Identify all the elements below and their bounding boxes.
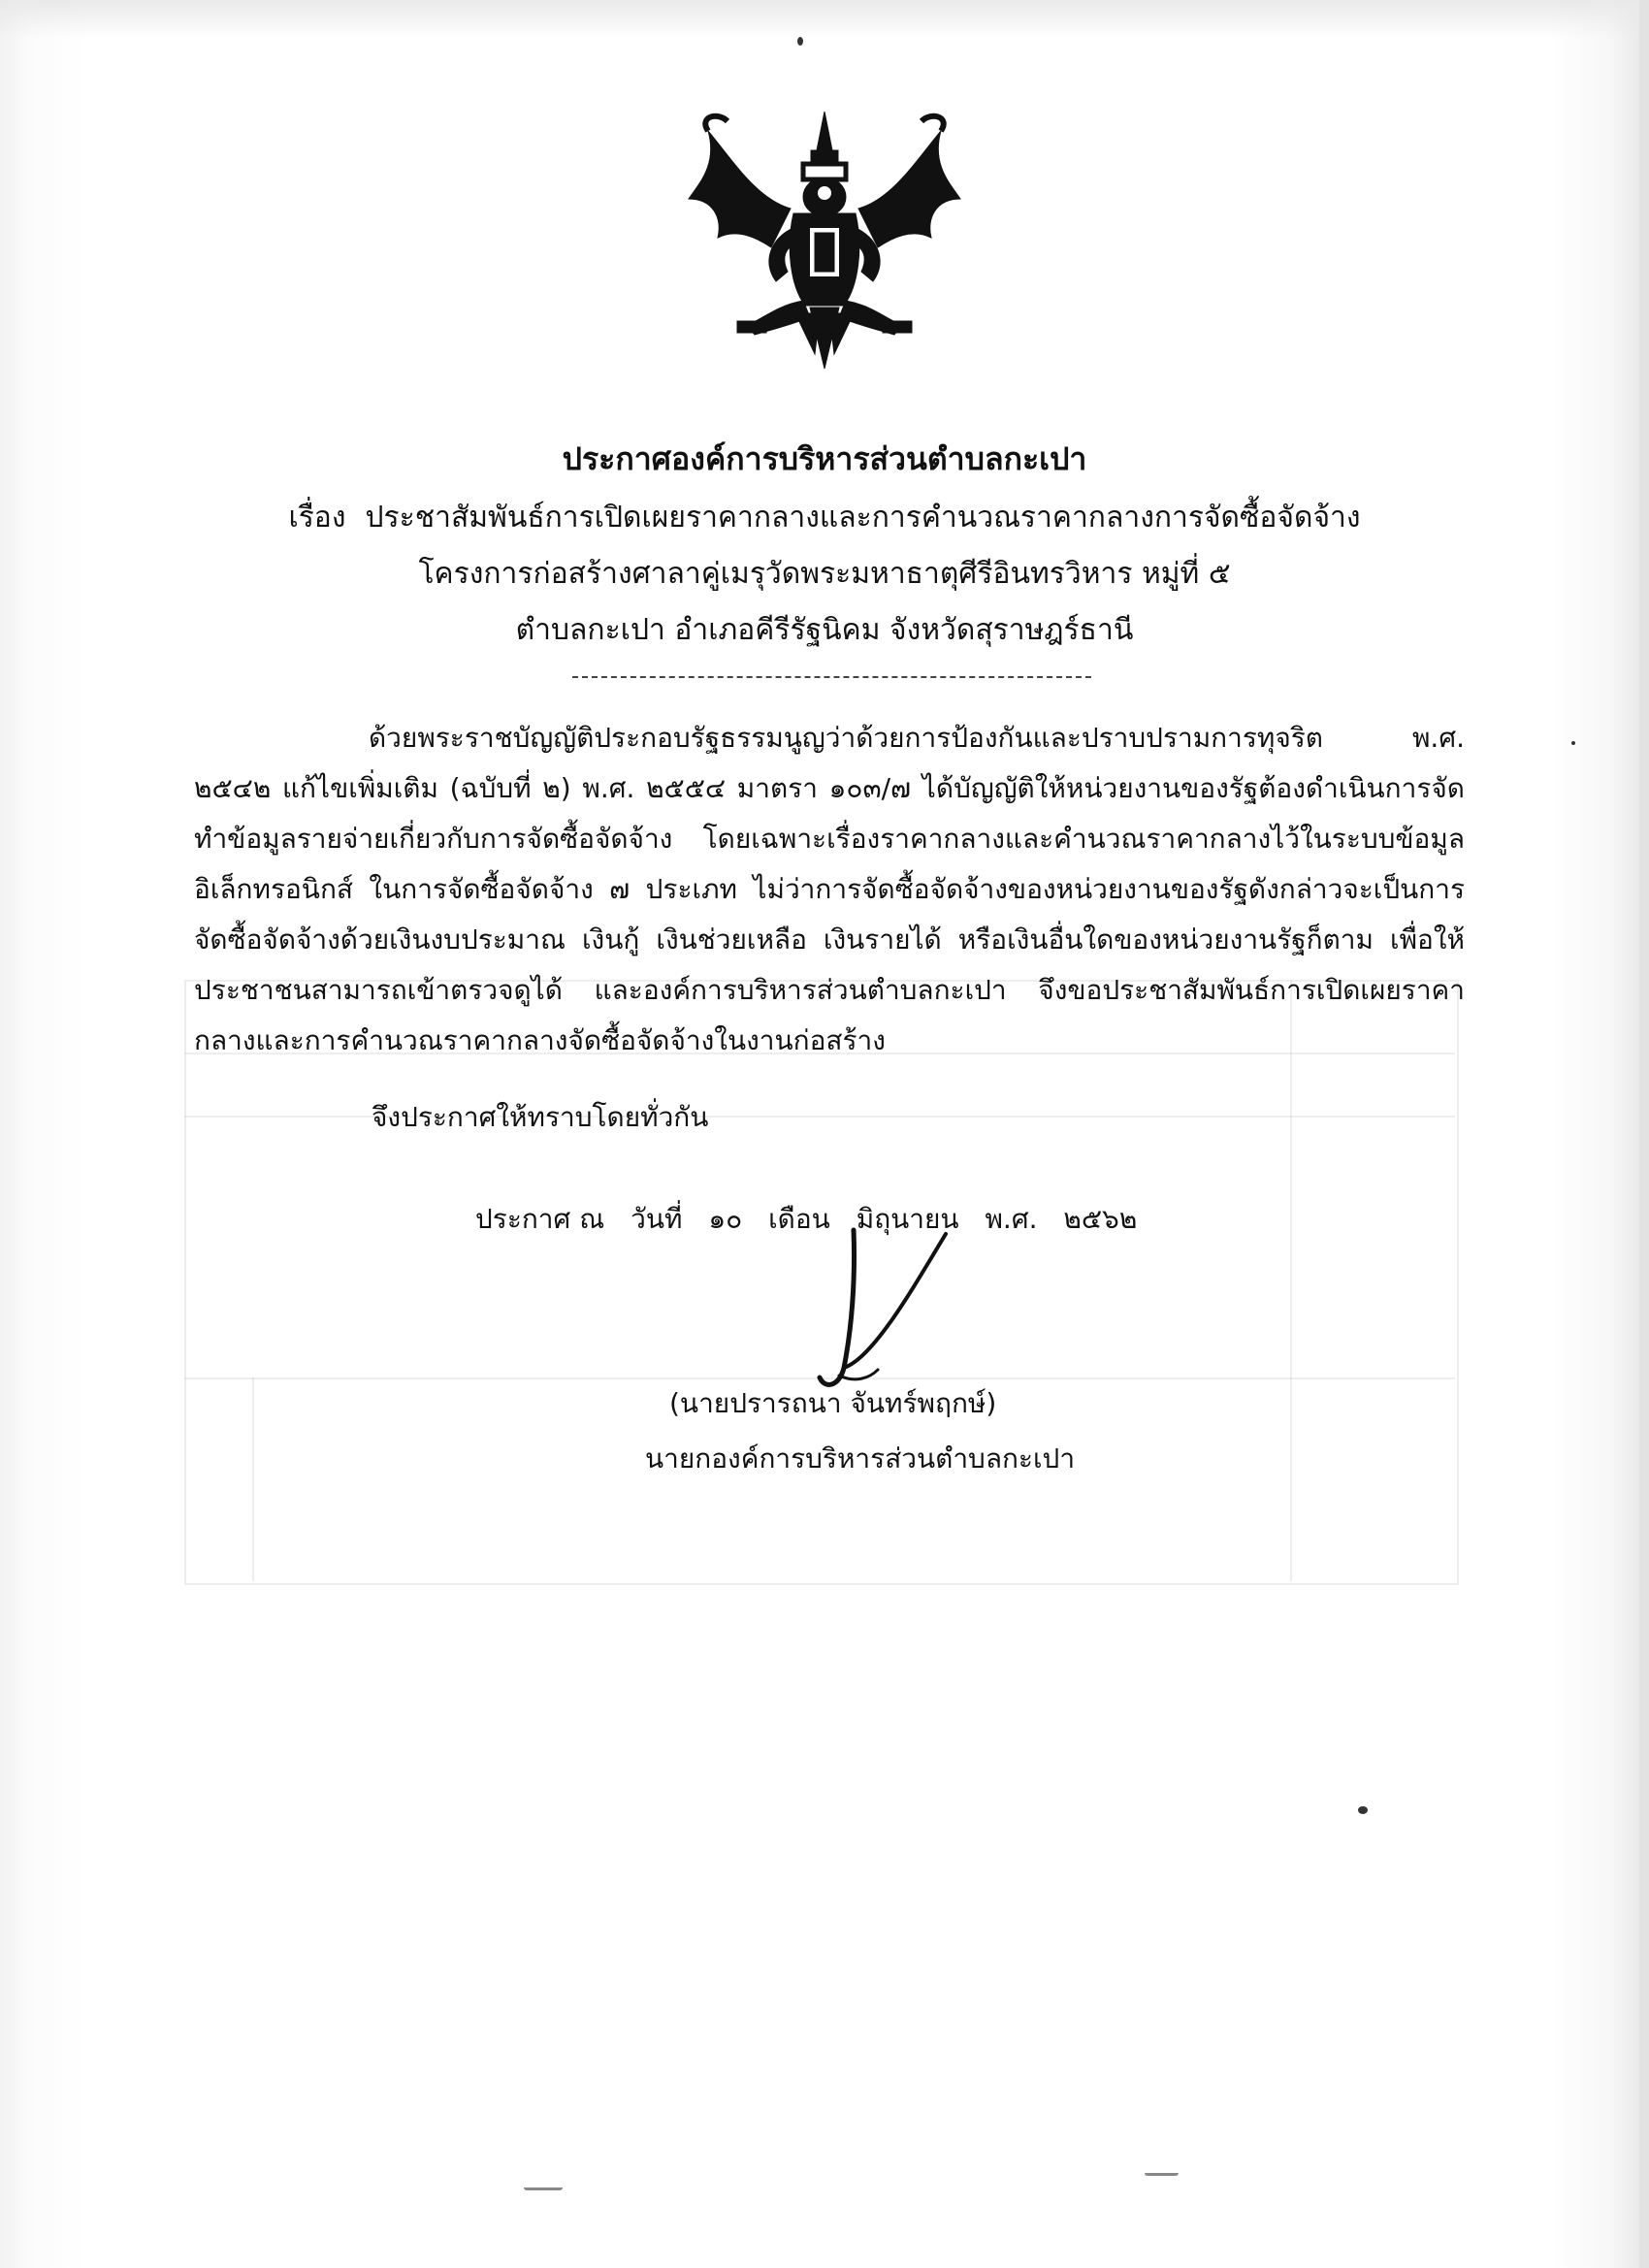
date-prefix: ประกาศ ณ (475, 1203, 605, 1235)
announcement-subject-line2: โครงการก่อสร้างศาลาคู่เมรุวัดพระมหาธาตุศีรีอินทรวิหาร หมู่ที่ ๕ (418, 557, 1231, 591)
handwritten-signature (795, 1222, 989, 1397)
scan-speck (1145, 2173, 1179, 2176)
bleed-through-rule (1290, 980, 1292, 1581)
date-year: ๒๕๖๒ (1063, 1203, 1138, 1235)
subject-label: เรื่อง (288, 501, 346, 535)
date-month: มิถุนายน (856, 1203, 959, 1235)
scan-right-edge (1639, 0, 1649, 2268)
announcement-title: ประกาศองค์การบริหารส่วนตำบลกะเปา (562, 440, 1087, 477)
scan-speck (1358, 1806, 1368, 1814)
scan-speck (797, 37, 803, 46)
announcement-subject-line3: ตำบลกะเปา อำเภอคีรีรัฐนิคม จังหวัดสุราษฎร์ธานี (515, 613, 1134, 647)
closing-line: จึงประกาศให้ทราบโดยทั่วกัน (372, 1101, 709, 1133)
body-paragraph: ด้วยพระราชบัญญัติประกอบรัฐธรรมนูญว่าด้วยการป้องกันและปราบปรามการทุจริต พ.ศ. ๒๕๔๒ แก้ไขเพิ่มเติม (ฉบับที่ ๒) พ.ศ. ๒๕๕๔ มาตรา ๑๐๓/๗ ได้บัญญัติให้หน่วยงานของรัฐต้องดำเนินการจัดทำข้อมูลรายจ่ายเกี่ยวกับการจัดซื้อจัดจ้าง โดยเฉพาะเรื่องราคากลางและคำนวณราคากลางไว้ในระบบข้อมูลอิเล็กทรอนิกส์ ในการจัดซื้อจัดจ้าง ๗ ประเภท ไม่ว่าการจัดซื้อจัดจ้างของหน่วยงานของรัฐดังกล่าวจะเป็นการ จัดซื้อจัดจ้างด้วยเงินงบประมาณ เงินกู้ เงินช่วยเหลือ เงินรายได้ หรือเงินอื่นใดของหน่วยงานรัฐก็ตาม เพื่อให้ประชาชนสามารถเข้าตรวจดูได้ และองค์การบริหารส่วนตำบลกะเปา จึงขอประชาสัมพันธ์การเปิดเผยราคากลางและการคำนวณราคากลางจัดซื้อจัดจ้างในงานก่อสร้าง (194, 722, 1465, 1056)
bleed-through-rule (252, 1377, 254, 1581)
scan-speck (524, 2187, 563, 2190)
subject-text: ประชาสัมพันธ์การเปิดเผยราคากลางและการคำนวณราคากลางการจัดซื้อจัดจ้าง (365, 501, 1361, 535)
signer-position: นายกองค์การบริหารส่วนตำบลกะเปา (645, 1442, 1076, 1474)
dashed-divider (572, 676, 1091, 678)
scan-top-shadow (0, 0, 1649, 39)
date-year-label: พ.ศ. (985, 1203, 1038, 1235)
date-day: ๑๐ (708, 1203, 743, 1235)
garuda-emblem-icon (679, 92, 970, 373)
date-month-label: เดือน (768, 1203, 830, 1235)
signer-name: (นายปรารถนา จันทร์พฤกษ์) (669, 1387, 997, 1419)
date-day-label: วันที่ (630, 1203, 683, 1235)
announcement-subject-line1 (0, 495, 1649, 540)
scan-speck (1571, 741, 1575, 745)
